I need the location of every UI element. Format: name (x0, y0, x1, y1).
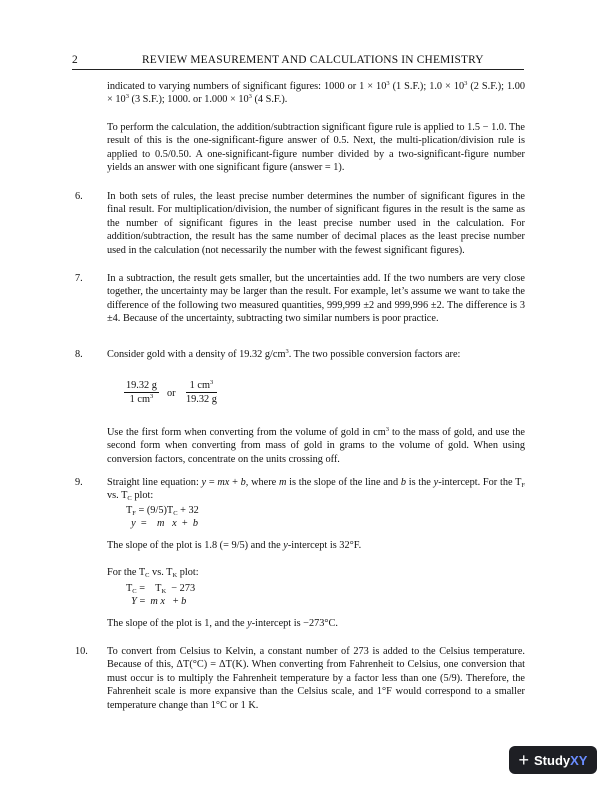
equation-generic-2: Y = m x + b (131, 596, 187, 607)
item-number-9: 9. (75, 477, 83, 488)
item-10-text: To convert from Celsius to Kelvin, a constant number of 273 is added to the Celsius temperature. Because of this, ΔT(°C) = ΔT(K). When converting from Fahrenheit to Celsius, one conversion that must occur is to multiply the Fahrenheit temperature by a factor less than one (5/9). Therefore, the Fahrenheit scale is more expansive than the Celsius scale, and 1°F would correspond to a smaller temperature change than 1°C or 1 K. (107, 646, 525, 711)
equation-generic-1: y = m x + b (131, 518, 199, 529)
item-7-text: In a subtraction, the result gets smaller, but the uncertainties add. If the two numbers are very close together, the uncertainty may be larger than the result. For example, let’s assume we want to take the difference of the following two measured quantities, 999,999 ±2 and 999,996 ±2. The difference is 3 ±4. Because of the uncertainty, subtracting two similar numbers is poor practice. (107, 273, 525, 325)
item-8-after-text: Use the first form when converting from the volume of gold in $cm^3$ to the mass of gold, and use the second form when converting from mass of gold in grams to the volume of gold. When using conversion factors, concentrate on the units crossing off. (107, 426, 525, 465)
item-6-text: In both sets of rules, the least precise number determines the number of significant figures in the final result. For multiplication/division, the number of significant figures in the result is the same as the number of significant figures in the least precise number used in the calculation. For addition/subtraction, the result has the same number of decimal places as the least precise number used in the calculation (not necessarily the number with the fewest significant figures). (107, 191, 525, 256)
equation-tc-tk: $T_C$ = $T_K - 273$ (126, 583, 196, 595)
studyxy-badge[interactable] (509, 746, 597, 774)
plus-icon: + (518, 749, 530, 770)
item-9-intro: Straight line equation: y = mx + b, where m is the slope of the line and b is the y-intercept. For the $T_F$ vs. $T_C$ plot: (107, 477, 525, 503)
or-word: or (167, 388, 176, 399)
conversion-factor-2: $\frac{1 cm^3}{19.32 g}$ (186, 379, 217, 405)
brand-xy: XY (570, 752, 588, 768)
intro-paragraph-1: indicated to varying numbers of significant figures: 1000 or $1 \times 10^3$ (1 S.F.); $1.0 \times 10^3$ (2 S.F.); $1.00 \times 10^3$ (3 S.F.); 1000. or $1.000 \times 10^3$ (4 S.F.). (107, 80, 525, 106)
conversion-factor-1: $\frac{19.32 g}{1 cm^3}$ (126, 380, 157, 405)
intro-paragraph-2: To perform the calculation, the addition/subtraction significant figure rule is applied to 1.5 − 1.0. The result of this is the one-significant-figure answer of 0.5. Next, the multi-plication/division rule is applied to 0.5/0.50. A one-significant-figure number divided by a two-significant-figure number yields an answer with one significant figure (answer = 1). (107, 122, 525, 174)
item-number-8: 8. (75, 349, 83, 360)
page-header (72, 54, 524, 70)
running-title: REVIEW MEASUREMENT AND CALCULATIONS IN CHEMISTRY (142, 54, 484, 66)
item-8-text: Consider gold with a density of 19.32 $g/cm^3$. The two possible conversion factors are: (107, 348, 461, 360)
page-number: 2 (72, 54, 78, 66)
item-number-10: 10. (75, 646, 88, 657)
item-number-6: 6. (75, 191, 83, 202)
brand-study: Study (534, 752, 571, 768)
item-number-7: 7. (75, 273, 83, 284)
item-9-for2: For the $T_C$ vs. $T_K$ plot: (107, 567, 199, 579)
equation-tf-tc: $T_F = (9/5)T_C + 32$ (126, 505, 199, 517)
slope-statement-1: The slope of the plot is 1.8 (= 9/5) and the y-intercept is 32°F. (107, 540, 362, 551)
slope-statement-2: The slope of the plot is 1, and the y-intercept is −273°C. (107, 618, 338, 629)
